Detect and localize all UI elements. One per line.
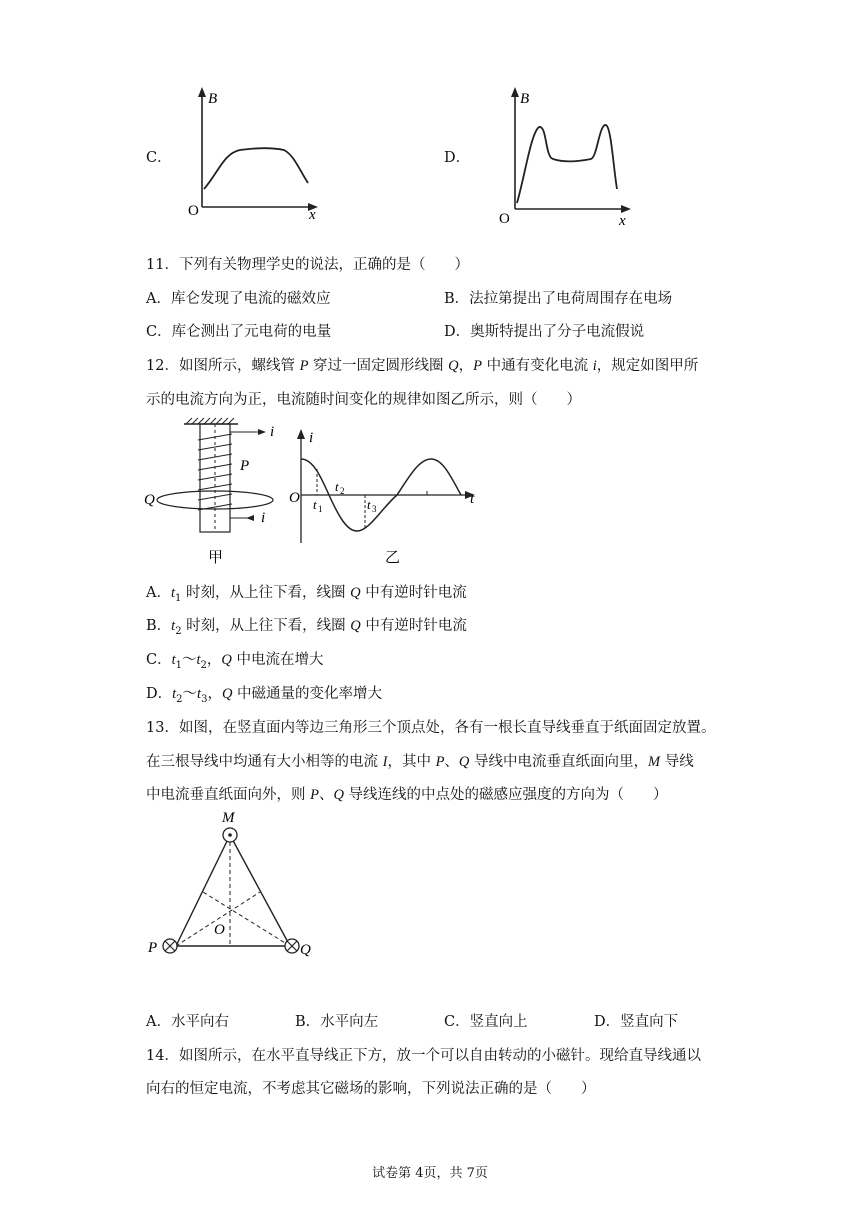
q13-option-d: D．竖直向下 (594, 1014, 679, 1030)
q12-graph-t2: t (335, 479, 339, 494)
q11-option-d: D．奥斯特提出了分子电流假说 (444, 324, 645, 340)
q12-graph-t3-sub: 3 (372, 504, 377, 514)
q10-option-d-label: D． (444, 150, 471, 166)
q12-graph-t1: t (313, 497, 317, 512)
q11-option-c: C．库仑测出了元电荷的电量 (146, 324, 332, 340)
q13-stem-line1: 13．如图，在竖直面内等边三角形三个顶点处，各有一根长直导线垂直于纸面固定放置。 (146, 720, 716, 736)
q10-graph-c (180, 85, 320, 225)
q10c-axis-b: B (208, 91, 218, 107)
q12-option-c: C．$t_1\sim t_2$，Q 中电流在增大 (146, 652, 324, 671)
q13-fig-q: Q (300, 942, 311, 958)
q10-graph-d (495, 85, 635, 230)
q10d-axis-b: B (520, 91, 530, 107)
q12-fig-label-yi: 乙 (385, 550, 401, 566)
q12-fig-label-jia: 甲 (208, 550, 224, 566)
q13-option-a: A．水平向右 (146, 1014, 229, 1030)
q13-triangle-figure (140, 810, 330, 970)
q13-stem-line2: 在三根导线中均通有大小相等的电流 I，其中 P、Q 导线中电流垂直纸面向里，M 导线 (146, 754, 694, 770)
page-footer: 试卷第 4页，共 7页 (372, 1166, 488, 1181)
q12-option-a: A．$t_1$ 时刻，从上往下看，线圈 Q 中有逆时针电流 (146, 585, 467, 604)
q12-graph-t1-sub: 1 (318, 504, 323, 514)
q12-graph-origin: O (289, 490, 300, 506)
q14-stem-line2: 向右的恒定电流，不考虑其它磁场的影响，下列说法正确的是（ ） (146, 1081, 596, 1097)
q13-fig-p: P (148, 940, 158, 956)
q12-stem-line2: 示的电流方向为正，电流随时间变化的规律如图乙所示，则（ ） (146, 392, 581, 408)
q13-option-c: C．竖直向上 (444, 1014, 528, 1030)
q12-graph-t3: t (367, 497, 371, 512)
q11-option-b: B．法拉第提出了电荷周围存在电场 (444, 291, 673, 307)
q12-graph-t2-sub: 2 (340, 486, 345, 496)
q14-stem-line1: 14．如图所示，在水平直导线正下方，放一个可以自由转动的小磁针。现给直导线通以 (146, 1048, 701, 1064)
q12-option-b: B．$t_2$ 时刻，从上往下看，线圈 Q 中有逆时针电流 (146, 618, 467, 637)
q12-figure-solenoid (140, 420, 290, 570)
q10c-axis-x: x (309, 207, 316, 223)
q12-option-d: D．$t_2\sim t_3$，Q 中磁通量的变化率增大 (146, 686, 383, 705)
q12-figure-current-graph (285, 425, 485, 570)
q13-fig-m: M (222, 810, 235, 826)
q12-fig-i-bottom: i (261, 510, 266, 526)
q10c-origin: O (188, 203, 199, 219)
q13-fig-o: O (214, 922, 225, 938)
q12-fig-i-top: i (270, 424, 275, 440)
q10d-origin: O (499, 211, 510, 227)
q13-option-b: B．水平向左 (295, 1014, 379, 1030)
q10d-axis-x: x (619, 213, 626, 229)
q12-fig-q: Q (144, 492, 155, 508)
q10-option-c-label: C． (146, 150, 172, 166)
q12-graph-axis-t: t (470, 491, 475, 507)
q11-option-a: A．库仑发现了电流的磁效应 (146, 291, 331, 307)
q12-stem-line1: 12．如图所示，螺线管 P 穿过一固定圆形线圈 Q，P 中通有变化电流 i，规定如图甲所 (146, 358, 699, 374)
q11-stem: 11．下列有关物理学史的说法，正确的是（ ） (146, 257, 469, 273)
q12-fig-p: P (240, 458, 250, 474)
q12-graph-axis-i: i (309, 430, 314, 446)
q13-stem-line3: 中电流垂直纸面向外，则 P、Q 导线连线的中点处的磁感应强度的方向为（ ） (146, 787, 668, 803)
